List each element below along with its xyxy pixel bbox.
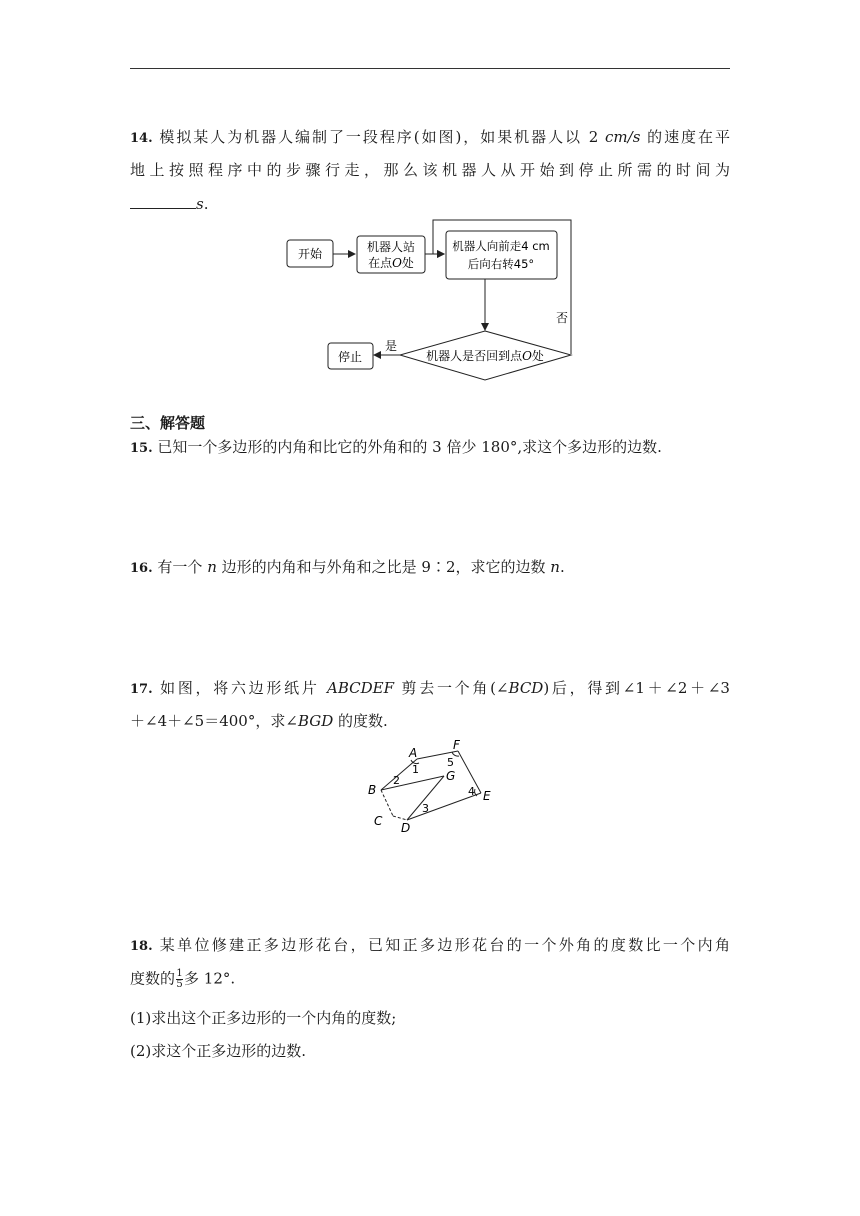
section-heading: 三、解答题 — [130, 414, 206, 432]
angle-5: 5 — [447, 756, 454, 769]
q14-text-part: 模拟某人为机器人编制了一段程序(如图)，如果机器人以 2 — [159, 128, 606, 146]
q16-var: n — [550, 558, 560, 576]
q14-line1 — [130, 128, 730, 148]
answer-blank[interactable] — [130, 194, 196, 209]
flow-start-label: 开始 — [297, 247, 323, 261]
q14-line3 — [130, 194, 730, 213]
flow-stand-line1: 机器人站 — [366, 240, 416, 254]
flow-stop-label: 停止 — [337, 350, 363, 364]
q17-var: BGD — [297, 712, 334, 730]
q14-unit: cm/s — [605, 128, 641, 146]
q16-text: 边形的内角和与外角和之比是 9∶2，求它的边数 — [216, 558, 551, 576]
angle-1: 1 — [412, 763, 419, 776]
q17-text: 如图，将六边形纸片 — [160, 679, 328, 697]
q17-text: 的度数. — [333, 712, 388, 730]
flow-decision-diamond — [400, 331, 571, 380]
q17-line1 — [130, 679, 730, 699]
flow-yes-label: 是 — [384, 339, 398, 353]
vertex-C: C — [374, 814, 383, 828]
q17-number: 17. — [130, 682, 153, 697]
fraction-one-fifth — [176, 969, 183, 990]
q18-text: 度数的 — [130, 969, 176, 988]
q16 — [130, 558, 730, 578]
q16-number: 16. — [130, 561, 153, 576]
q17-var: BCD — [508, 679, 544, 697]
q15-number: 15. — [130, 441, 153, 456]
angle-4: 4 — [468, 785, 475, 798]
q16-var: n — [207, 558, 217, 576]
q18-line2 — [130, 969, 730, 990]
q14-number: 14. — [130, 131, 153, 146]
vertex-F: F — [453, 738, 460, 752]
vertex-A: A — [409, 746, 418, 760]
q17-text: )后，得到∠1＋∠2＋∠3 — [543, 679, 730, 697]
q16-text: 有一个 — [157, 558, 208, 576]
q18-text: 多 12°. — [184, 969, 236, 988]
q17-text: 剪去一个角(∠ — [394, 679, 509, 697]
flow-decision-label: 机器人是否回到点O处 — [426, 349, 544, 363]
q18-number: 18. — [130, 939, 153, 954]
vertex-B: B — [368, 783, 377, 797]
flow-start-box — [287, 240, 333, 267]
header-rule — [130, 68, 730, 69]
q18-part1: (1)求出这个正多边形的一个内角的度数; — [130, 1009, 397, 1027]
q14-period: . — [203, 195, 209, 213]
frac-denominator: 5 — [176, 979, 183, 990]
q17-text: ＋∠4＋∠5＝400°，求∠ — [130, 712, 298, 730]
q16-text: . — [559, 558, 565, 576]
flow-stand-line2: 在点O处 — [368, 256, 414, 270]
frac-numerator: 1 — [176, 968, 183, 979]
flow-move-box — [446, 231, 557, 279]
q18-text: 某单位修建正多边形花台，已知正多边形花台的一个外角的度数比一个内角 — [159, 936, 730, 954]
q18-line1 — [130, 936, 730, 956]
flow-move-line2: 后向右转45° — [467, 257, 535, 271]
flow-stand-box — [357, 236, 425, 273]
q18-part2: (2)求这个正多边形的边数. — [130, 1042, 307, 1060]
flow-stop-box — [328, 343, 373, 369]
q15 — [130, 438, 730, 458]
q15-text: 已知一个多边形的内角和比它的外角和的 3 倍少 180°,求这个多边形的边数. — [157, 438, 662, 456]
flow-move-line1: 机器人向前走4 cm — [452, 239, 550, 253]
angle-3: 3 — [422, 802, 429, 815]
q14-text-part: 的速度在平 — [640, 128, 730, 146]
q14-unit-s: s — [196, 195, 204, 213]
q17-line2 — [130, 712, 730, 730]
angle-2: 2 — [393, 774, 400, 787]
flow-no-label: 否 — [555, 311, 569, 325]
q14-line2: 地上按照程序中的步骤行走，那么该机器人从开始到停止所需的时间为 — [130, 161, 730, 179]
q17-var: ABCDEF — [327, 679, 395, 697]
vertex-E: E — [483, 789, 491, 803]
vertex-G: G — [446, 769, 456, 783]
vertex-D: D — [401, 821, 411, 835]
